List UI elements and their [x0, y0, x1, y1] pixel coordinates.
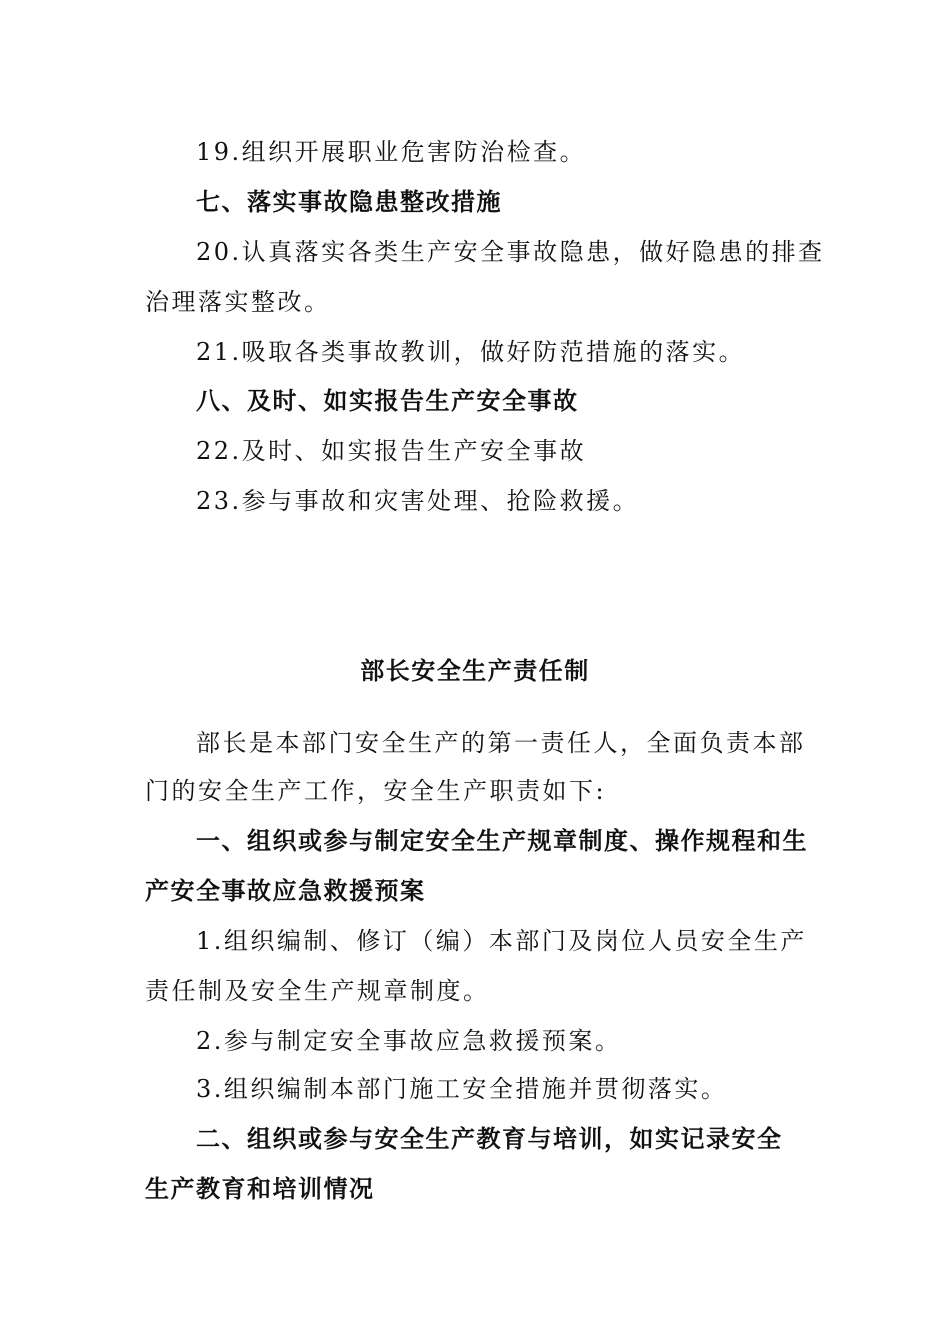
list-item-20-line1: 20.认真落实各类生产安全事故隐患，做好隐患的排查 — [196, 238, 825, 266]
list-item-1-line2: 责任制及安全生产规章制度。 — [145, 977, 490, 1005]
list-item-20-line2: 治理落实整改。 — [145, 288, 331, 316]
list-item-1-line1: 1.组织编制、修订（编）本部门及岗位人员安全生产 — [196, 927, 807, 955]
list-item-21: 21.吸取各类事故教训，做好防范措施的落实。 — [196, 338, 746, 366]
section-heading-1-line1: 一、组织或参与制定安全生产规章制度、操作规程和生 — [196, 827, 808, 855]
list-item-19: 19.组织开展职业危害防治检查。 — [196, 138, 587, 166]
page-title: 部长安全生产责任制 — [360, 657, 590, 685]
section-heading-2-line2: 生产教育和培训情况 — [145, 1175, 375, 1203]
list-item-22: 22.及时、如实报告生产安全事故 — [196, 437, 587, 465]
intro-line-2: 门的安全生产工作，安全生产职责如下: — [145, 777, 607, 805]
list-item-23: 23.参与事故和灾害处理、抢险救援。 — [196, 487, 640, 515]
intro-line-1: 部长是本部门安全生产的第一责任人，全面负责本部 — [196, 729, 806, 757]
list-item-3: 3.组织编制本部门施工安全措施并贯彻落实。 — [196, 1075, 728, 1103]
section-heading-7: 七、落实事故隐患整改措施 — [196, 188, 502, 216]
list-item-2: 2.参与制定安全事故应急救援预案。 — [196, 1027, 622, 1055]
section-heading-2-line1: 二、组织或参与安全生产教育与培训，如实记录安全 — [196, 1125, 783, 1153]
section-heading-1-line2: 产安全事故应急救援预案 — [145, 877, 426, 905]
section-heading-8: 八、及时、如实报告生产安全事故 — [196, 387, 579, 415]
